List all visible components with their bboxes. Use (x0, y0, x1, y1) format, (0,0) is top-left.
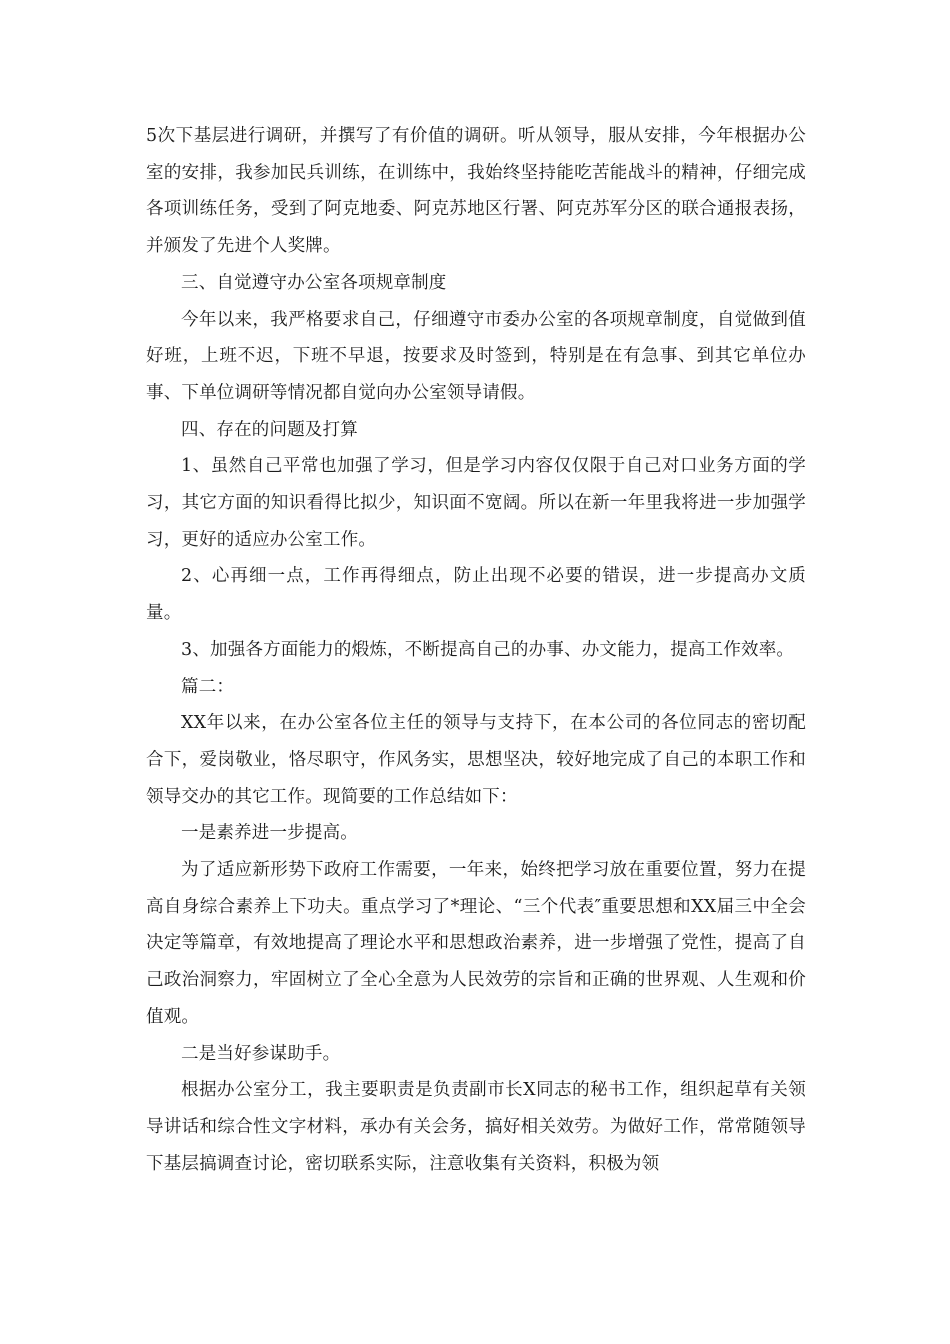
paragraph-issue-three: 3、加强各方面能力的煅炼，不断提高自己的办事、办文能力，提高工作效率。 (181, 639, 795, 660)
heading-section-three: 三、自觉遵守办公室各项规章制度 (181, 272, 447, 293)
paragraph-point-one: 为了适应新形势下政府工作需要，一年来，始终把学习放在重要位置，努力在提高自身综合素养上下功夫。重点学习了*理论、“三个代表″重要思想和XX届三中全会决定等篇章，有效地提高了理论水平和思想政治素养，进一步增强了党性，提高了自己政治洞察力，牢固树立了全心全意为人民效劳的宗旨和正确的世界观、人生观和价值观。 (146, 860, 806, 1027)
heading-point-two: 二是当好参谋助手。 (181, 1043, 341, 1064)
paragraph-research-training: 5次下基层进行调研，并撰写了有价值的调研。听从领导，服从安排，今年根据办公室的安排，我参加民兵训练，在训练中，我始终坚持能吃苦能战斗的精神，仔细完成各项训练任务，受到了阿克地委、阿克苏地区行署、阿克苏军分区的联合通报表扬，并颁发了先进个人奖牌。 (146, 126, 806, 257)
paragraph-part-two-intro: XX年以来，在办公室各位主任的领导与支持下，在本公司的各位同志的密切配合下，爱岗敬业，恪尽职守，作风务实，思想坚决，较好地完成了自己的本职工作和领导交办的其它工作。现简要的工作总结如下： (146, 713, 806, 807)
paragraph-rules: 今年以来，我严格要求自己，仔细遵守市委办公室的各项规章制度，自觉做到值好班，上班不迟，下班不早退，按要求及时签到，特别是在有急事、到其它单位办事、下单位调研等情况都自觉向办公室领导请假。 (146, 309, 806, 403)
heading-point-one: 一是素养进一步提高。 (181, 823, 358, 844)
paragraph-point-two: 根据办公室分工，我主要职责是负责副市长X同志的秘书工作，组织起草有关领导讲话和综合性文字材料，承办有关会务，搞好相关效劳。为做好工作，常常随领导下基层搞调查讨论，密切联系实际，注意收集有关资料，积极为领 (146, 1080, 806, 1174)
heading-section-four: 四、存在的问题及打算 (181, 419, 358, 440)
document-body (146, 118, 806, 1182)
paragraph-issue-two: 2、心再细一点，工作再得细点，防止出现不必要的错误，进一步提高办文质量。 (146, 566, 806, 624)
heading-part-two: 篇二： (181, 676, 235, 697)
paragraph-issue-one: 1、虽然自己平常也加强了学习，但是学习内容仅仅限于自己对口业务方面的学习，其它方面的知识看得比拟少，知识面不宽阔。所以在新一年里我将进一步加强学习，更好的适应办公室工作。 (146, 456, 806, 550)
